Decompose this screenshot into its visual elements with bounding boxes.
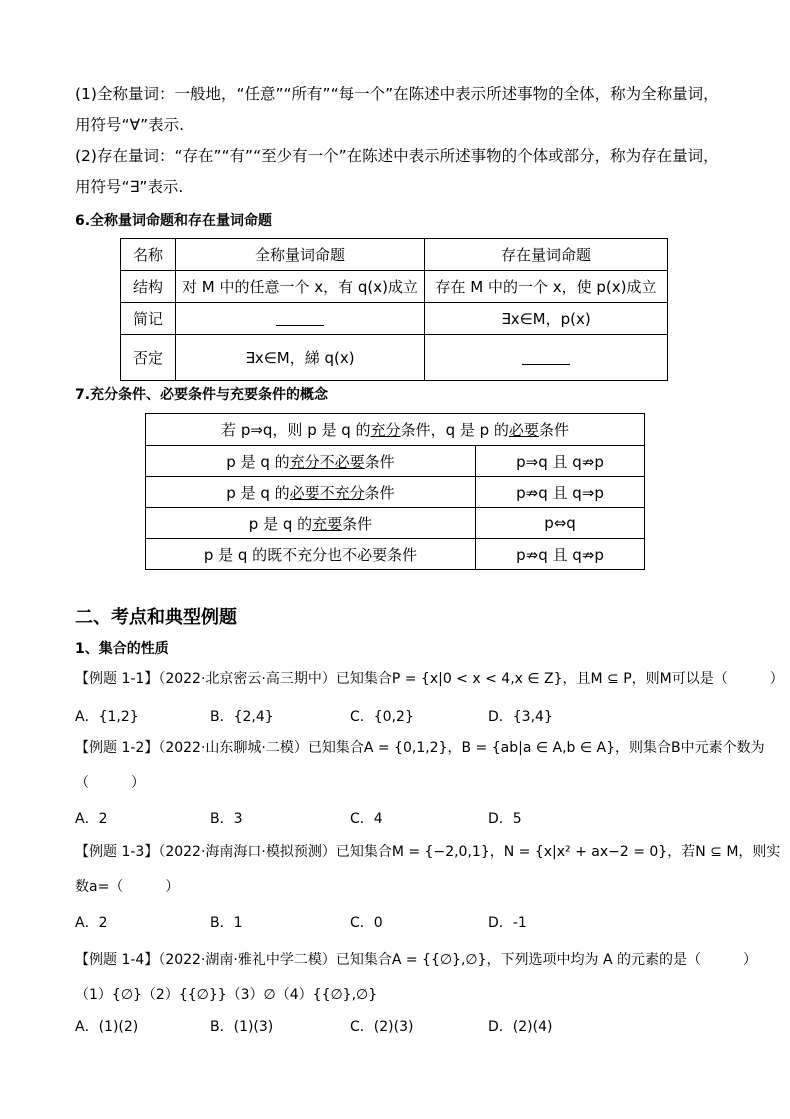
underlined-text: 充分	[370, 421, 401, 439]
underlined-text: 充分不必要	[289, 452, 365, 471]
text: p 是 q 的	[226, 452, 290, 471]
table1-cell: ∃x∈M，p(x)	[425, 303, 668, 335]
fill-blank	[276, 313, 324, 326]
paragraph-existential-quantifier: (2)存在量词：“存在”“有”“至少有一个”在陈述中表示所述事物的个体或部分，称为存在量词，用符号“∃”表示.	[75, 147, 719, 196]
example-1-4-question: 【例题 1-4】（2022·湖南·雅礼中学二模）已知集合A = {{∅},∅}，下列选项中均为 A 的元素的是（ ）	[75, 952, 757, 968]
table2-implication-cell: p⇔q	[476, 508, 645, 539]
paragraph-universal-quantifier: (1)全称量词：一般地，“任意”“所有”“每一个”在陈述中表示所述事物的全体，称为全称量词，用符号“∀”表示.	[75, 85, 719, 134]
table1-cell: 存在 M 中的一个 x，使 p(x)成立	[425, 271, 668, 303]
table1-blank-cell	[425, 335, 668, 381]
example-1-3-question: 【例题 1-3】（2022·海南海口·模拟预测）已知集合M = {−2,0,1}，N = {x|x² + ax−2 = 0}，若N ⊆ M，则实	[75, 844, 781, 860]
subsection-title: 1、集合的性质	[75, 641, 169, 657]
table2-condition-cell	[146, 446, 476, 477]
example-1-3-question-cont: 数a=（ ）	[75, 879, 180, 895]
text: 条件，q 是 p 的	[400, 421, 509, 439]
option-c: C．0	[350, 915, 383, 931]
option-a: A．(1)(2)	[75, 1019, 139, 1035]
table2-implication-cell: p⇏q 且 q⇏p	[476, 539, 645, 570]
example-1-2-question-cont: （ ）	[75, 775, 145, 791]
heading-7: 7.充分条件、必要条件与充要条件的概念	[75, 387, 329, 403]
text: 条件	[342, 514, 373, 533]
quantifier-table	[120, 238, 668, 381]
table1-header-universal: 全称量词命题	[176, 239, 425, 271]
table2-condition-cell: p 是 q 的既不充分也不必要条件	[146, 539, 476, 570]
text: 条件	[364, 452, 395, 471]
text: p 是 q 的	[248, 514, 313, 533]
table1-row-label: 否定	[121, 335, 176, 381]
option-b: B．{2,4}	[210, 709, 274, 725]
underlined-text: 充要	[312, 514, 343, 533]
table1-cell: ∃x∈M，綈 q(x)	[176, 335, 425, 381]
table1-row-label: 简记	[121, 303, 176, 335]
heading-6: 6.全称量词命题和存在量词命题	[75, 213, 273, 229]
option-c: C．(2)(3)	[350, 1019, 414, 1035]
option-d: D．5	[488, 811, 522, 827]
option-a: A．2	[75, 915, 108, 931]
option-d: D．(2)(4)	[488, 1019, 553, 1035]
option-a: A．{1,2}	[75, 709, 139, 725]
text: p 是 q 的	[226, 483, 290, 502]
text: 条件	[364, 483, 395, 502]
underlined-text: 必要	[508, 421, 539, 439]
table2-implication-cell: p⇏q 且 q⇒p	[476, 477, 645, 508]
option-b: B．1	[210, 915, 243, 931]
table1-header-existential: 存在量词命题	[425, 239, 668, 271]
example-1-1-question: 【例题 1-1】（2022·北京密云·高三期中）已知集合P = {x|0 < x < 4,x ∈ Z}，且M ⊆ P，则M可以是（ ）	[75, 671, 784, 687]
option-c: C．4	[350, 811, 383, 827]
option-b: B．(1)(3)	[210, 1019, 274, 1035]
fill-blank	[522, 352, 570, 365]
section-title: 二、考点和典型例题	[75, 607, 237, 628]
option-d: D．{3,4}	[488, 709, 553, 725]
example-1-4-items: （1）{∅}（2）{{∅}}（3）∅（4）{{∅},∅}	[75, 987, 378, 1003]
option-a: A．2	[75, 811, 108, 827]
text: 若 p⇒q，则 p 是 q 的	[221, 421, 371, 439]
table2-implication-cell: p⇒q 且 q⇏p	[476, 446, 645, 477]
table1-blank-cell	[176, 303, 425, 335]
text: 条件	[538, 421, 569, 439]
table2-top-row	[146, 414, 645, 446]
option-b: B．3	[210, 811, 243, 827]
option-d: D．-1	[488, 915, 527, 931]
table2-condition-cell	[146, 477, 476, 508]
table2-condition-cell	[146, 508, 476, 539]
underlined-text: 必要不充分	[289, 483, 365, 502]
table1-header-name: 名称	[121, 239, 176, 271]
condition-table	[145, 413, 645, 570]
option-c: C．{0,2}	[350, 709, 414, 725]
example-1-2-question: 【例题 1-2】（2022·山东聊城·二模）已知集合A = {0,1,2}，B = {ab|a ∈ A,b ∈ A}，则集合B中元素个数为	[75, 740, 765, 756]
table1-cell: 对 M 中的任意一个 x，有 q(x)成立	[176, 271, 425, 303]
table1-row-label: 结构	[121, 271, 176, 303]
